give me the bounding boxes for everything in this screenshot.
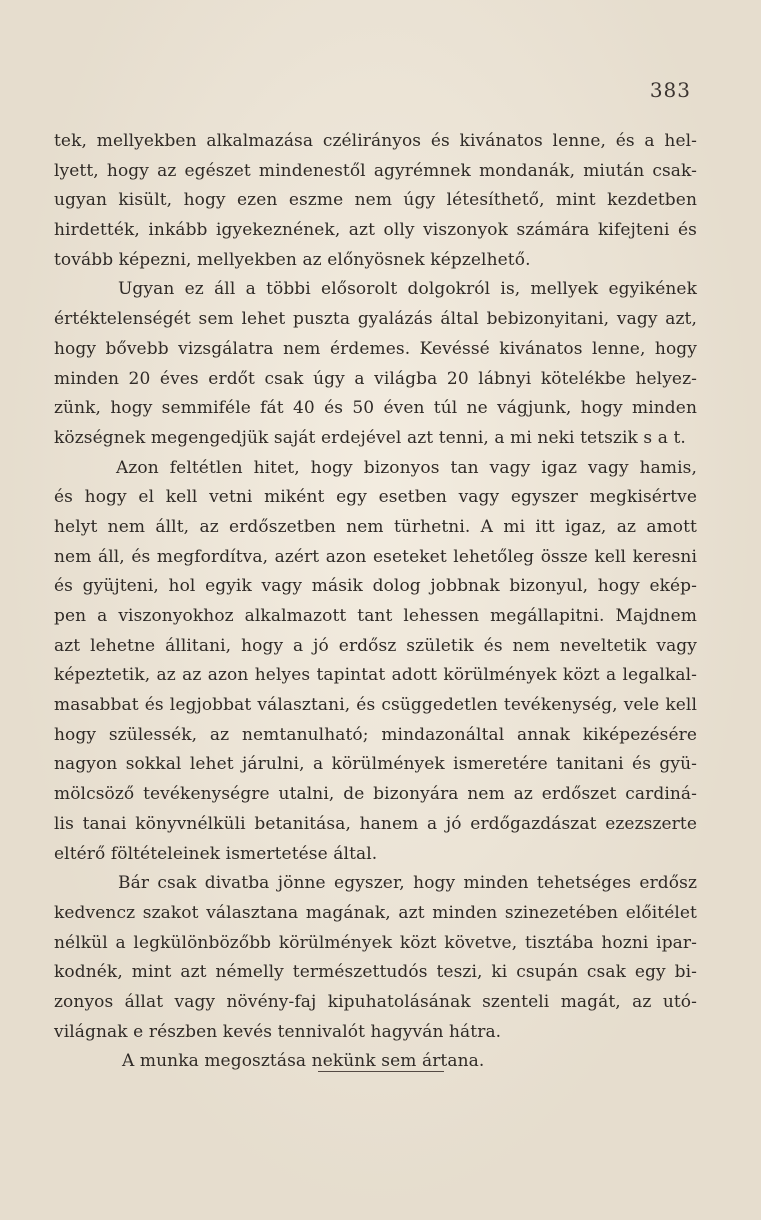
text-line: nem áll, és megfordítva, azért azon eseteket lehetőleg össze kell keresni <box>54 546 697 567</box>
text-line: világnak e részben kevés tennivalót hagyván hátra. <box>54 1021 502 1042</box>
text-line: lis tanai könyvnélküli betanitása, hanem a jó erdőgazdászat ezezszerte <box>54 813 697 834</box>
section-divider <box>318 1071 444 1072</box>
text-line: lyett, hogy az egészet mindenestől agyrémnek mondanák, miután csak- <box>54 160 697 181</box>
text-line: azt lehetne állitani, hogy a jó erdősz születik és nem neveltetik vagy <box>54 635 697 656</box>
text-line: tek, mellyekben alkalmazása czélirányos és kivánatos lenne, és a hel- <box>54 131 697 151</box>
text-line: hogy szülessék, az nemtanulható; mindazonáltal annak kiképezésére <box>54 724 697 745</box>
text-line: helyt nem állt, az erdőszetben nem türhetni. A mi itt igaz, az amott <box>54 516 697 537</box>
text-line: A munka megosztása nekünk sem ártana. <box>122 1051 485 1072</box>
page-number: 383 <box>649 78 691 102</box>
text-line: és gyüjteni, hol egyik vagy másik dolog jobbnak bizonyul, hogy ekép- <box>54 576 697 597</box>
text-line: ugyan kisült, hogy ezen eszme nem úgy létesíthető, mint kezdetben <box>54 190 697 211</box>
text-line: Ugyan ez áll a többi elősorolt dolgokról is, mellyek egyikének <box>118 279 697 300</box>
text-line: községnek megengedjük saját erdejével azt tenni, a mi neki tetszik s a t. <box>54 427 686 448</box>
text-line: kedvencz szakot választana magának, azt minden szinezetében előitélet <box>54 902 697 923</box>
text-line: Azon feltétlen hitet, hogy bizonyos tan vagy igaz vagy hamis, <box>116 457 697 478</box>
text-line: masabbat és legjobbat választani, és csüggedetlen tevékenység, vele kell <box>54 695 697 716</box>
text-line: eltérő föltételeinek ismertetése által. <box>54 843 378 864</box>
body-text <box>54 127 697 1077</box>
text-line: értéktelenségét sem lehet puszta gyalázás által bebizonyitani, vagy azt, <box>54 309 697 330</box>
text-line: hogy bővebb vizsgálatra nem érdemes. Kevéssé kivánatos lenne, hogy <box>54 338 697 359</box>
text-line: Bár csak divatba jönne egyszer, hogy minden tehetséges erdősz <box>118 873 697 894</box>
text-line: nagyon sokkal lehet járulni, a körülmények ismeretére tanitani és gyü- <box>54 754 697 775</box>
text-line: tovább képezni, mellyekben az előnyösnek képzelhető. <box>54 249 531 270</box>
text-line: nélkül a legkülönbözőbb körülmények közt követve, tisztába hozni ipar- <box>54 932 697 953</box>
text-line: zonyos állat vagy növény-faj kipuhatolásának szenteli magát, az utó- <box>54 991 697 1012</box>
text-line: hirdették, inkább igyekeznének, azt olly viszonyok számára kifejteni és <box>54 220 697 241</box>
text-line: képeztetik, az az azon helyes tapintat adott körülmények közt a legalkal- <box>54 665 697 686</box>
text-line: minden 20 éves erdőt csak úgy a világba 20 lábnyi kötelékbe helyez- <box>54 368 697 389</box>
text-line: pen a viszonyokhoz alkalmazott tant lehessen megállapitni. Majdnem <box>54 606 697 626</box>
text-line: és hogy el kell vetni miként egy esetben vagy egyszer megkisértve <box>54 487 697 508</box>
text-line: zünk, hogy semmiféle fát 40 és 50 éven túl ne vágjunk, hogy minden <box>54 398 697 419</box>
text-line: mölcsöző tevékenységre utalni, de bizonyára nem az erdőszet cardiná- <box>54 784 697 805</box>
text-line: kodnék, mint azt némelly természettudós teszi, ki csupán csak egy bi- <box>54 962 697 983</box>
